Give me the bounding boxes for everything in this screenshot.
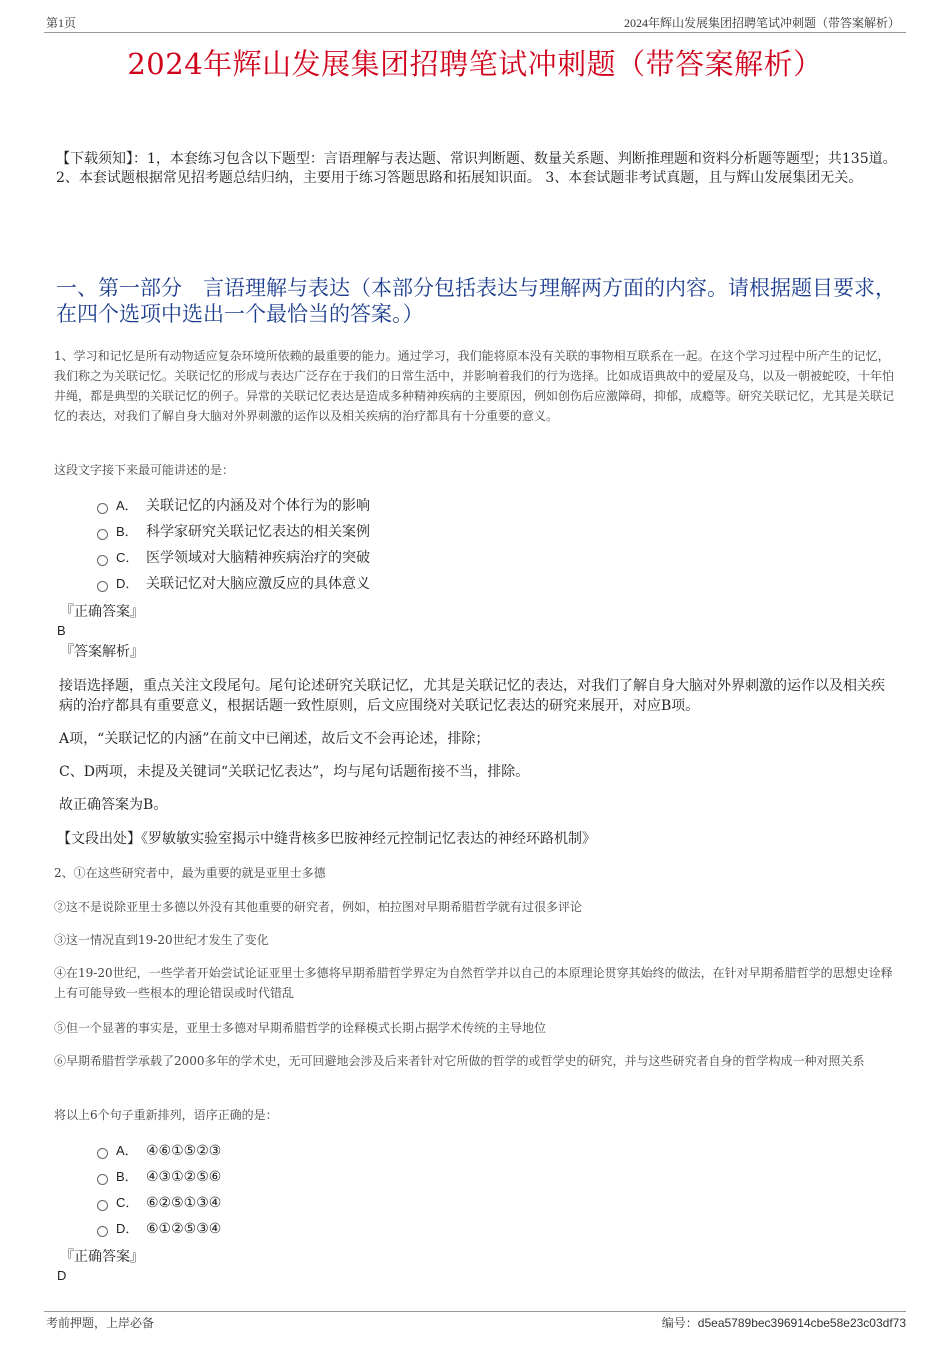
q2-sentence-1: 2、①在这些研究者中，最为重要的就是亚里士多德: [54, 866, 326, 880]
q1-option-b[interactable]: B． 科学家研究关联记忆表达的相关案例: [97, 523, 370, 541]
q1-analysis-3: C、D两项，未提及关键词“关联记忆表达”，均与尾句话题衔接不当，排除。: [59, 764, 530, 780]
q1-stem: 1、学习和记忆是所有动物适应复杂环境所依赖的最重要的能力。通过学习，我们能将原本没有关联的事物相互联系在一起。在这个学习过程中所产生的记忆，我们称之为关联记忆。关联记忆的形成与表达广泛存在于我们的日常生活中，并影响着我们的行为选择。比如成语典故中的爱屋及乌，以及一朝被蛇咬，十年怕井绳，都是典型的关联记忆的例子。异常的关联记忆表达是造成多种精神疾病的主要原因，例如创伤后应激障碍，抑郁，成瘾等。研究关联记忆，尤其是关联记忆的表达，对我们了解自身大脑对外界刺激的运作以及相关疾病的治疗都具有十分重要的意义。: [54, 349, 895, 423]
q2-option-d[interactable]: D． ⑥①②⑤③④: [97, 1220, 221, 1238]
radio-icon[interactable]: [97, 1200, 108, 1211]
header-doc-title: 2024年辉山发展集团招聘笔试冲刺题（带答案解析）: [623, 16, 900, 30]
radio-icon[interactable]: [97, 503, 108, 514]
q1-source: 【文段出处】《罗敏敏实验室揭示中缝背核多巴胺神经元控制记忆表达的神经环路机制》: [57, 831, 596, 847]
q1-question: 这段文字接下来最可能讲述的是：: [54, 463, 235, 477]
radio-icon[interactable]: [97, 1226, 108, 1237]
q2-sentence-2: ②这不是说除亚里士多德以外没有其他重要的研究者，例如，柏拉图对早期希腊哲学就有过很多评论: [54, 900, 583, 914]
page-number: 第1页: [46, 16, 77, 30]
footer-divider: [44, 1311, 906, 1312]
q2-option-c[interactable]: C． ⑥②⑤①③④: [97, 1194, 221, 1212]
q1-analysis-2: A项，“关联记忆的内涵”在前文中已阐述，故后文不会再论述，排除；: [59, 731, 490, 747]
q1-analysis-label: 『答案解析』: [60, 644, 144, 660]
q2-answer: D: [57, 1268, 67, 1283]
radio-icon[interactable]: [97, 529, 108, 540]
q2-option-a[interactable]: A． ④⑥①⑤②③: [97, 1142, 221, 1160]
q2-sentence-5: ⑤但一个显著的事实是，亚里士多德对早期希腊哲学的诠释模式长期占据学术传统的主导地位: [54, 1021, 547, 1035]
q2-option-b[interactable]: B． ④③①②⑤⑥: [97, 1168, 221, 1186]
q1-option-d[interactable]: D． 关联记忆对大脑应激反应的具体意义: [97, 575, 370, 593]
radio-icon[interactable]: [97, 1148, 108, 1159]
q2-sentence-3: ③这一情况直到19-20世纪才发生了变化: [54, 933, 269, 947]
q2-sentence-6: ⑥早期希腊哲学承载了2000多年的学术史，无可回避地会涉及后来者针对它所做的哲学的或哲学史的研究，并与这些研究者自身的哲学构成一种对照关系: [54, 1054, 865, 1068]
q1-analysis-4: 故正确答案为B。: [59, 797, 168, 813]
footer-slogan: 考前押题，上岸必备: [46, 1316, 155, 1330]
radio-icon[interactable]: [97, 555, 108, 566]
q1-analysis-1: 接语选择题，重点关注文段尾句。尾句论述研究关联记忆，尤其是关联记忆的表达，对我们了解自身大脑对外界刺激的运作以及相关疾病的治疗都具有重要意义，根据话题一致性原则，后文应围绕对关联记忆表达的研究来展开，对应B项。: [59, 678, 885, 714]
q1-answer: B: [57, 623, 66, 638]
footer-code: 编号：d5ea5789bec396914cbe58e23c03df73: [661, 1316, 906, 1330]
section-heading: 一、第一部分 言语理解与表达（本部分包括表达与理解两方面的内容。请根据题目要求，在四个选项中选出一个最恰当的答案。）: [56, 276, 896, 326]
download-notice: 【下载须知】：1，本套练习包含以下题型：言语理解与表达题、常识判断题、数量关系题、判断推理题和资料分析题等题型；共135道。 2、本套试题根据常见招考题总结归纳，主要用于练习答题思路和拓展知识面。 3、本套试题非考试真题，且与辉山发展集团无关。: [56, 151, 897, 186]
q2-answer-label: 『正确答案』: [60, 1249, 144, 1265]
radio-icon[interactable]: [97, 581, 108, 592]
q1-option-c[interactable]: C． 医学领域对大脑精神疾病治疗的突破: [97, 549, 370, 567]
document-title: 2024年辉山发展集团招聘笔试冲刺题（带答案解析）: [127, 47, 823, 81]
q1-answer-label: 『正确答案』: [60, 604, 144, 620]
q2-sentence-4: ④在19-20世纪，一些学者开始尝试论证亚里士多德将早期希腊哲学界定为自然哲学并以自己的本原理论贯穿其始终的做法，在针对早期希腊哲学的思想史诠释上有可能导致一些根本的理论错误或时代错乱: [54, 966, 893, 1000]
q2-question: 将以上6个句子重新排列，语序正确的是：: [54, 1108, 278, 1122]
header-divider: [44, 32, 906, 33]
radio-icon[interactable]: [97, 1174, 108, 1185]
q1-option-a[interactable]: A． 关联记忆的内涵及对个体行为的影响: [97, 497, 370, 515]
